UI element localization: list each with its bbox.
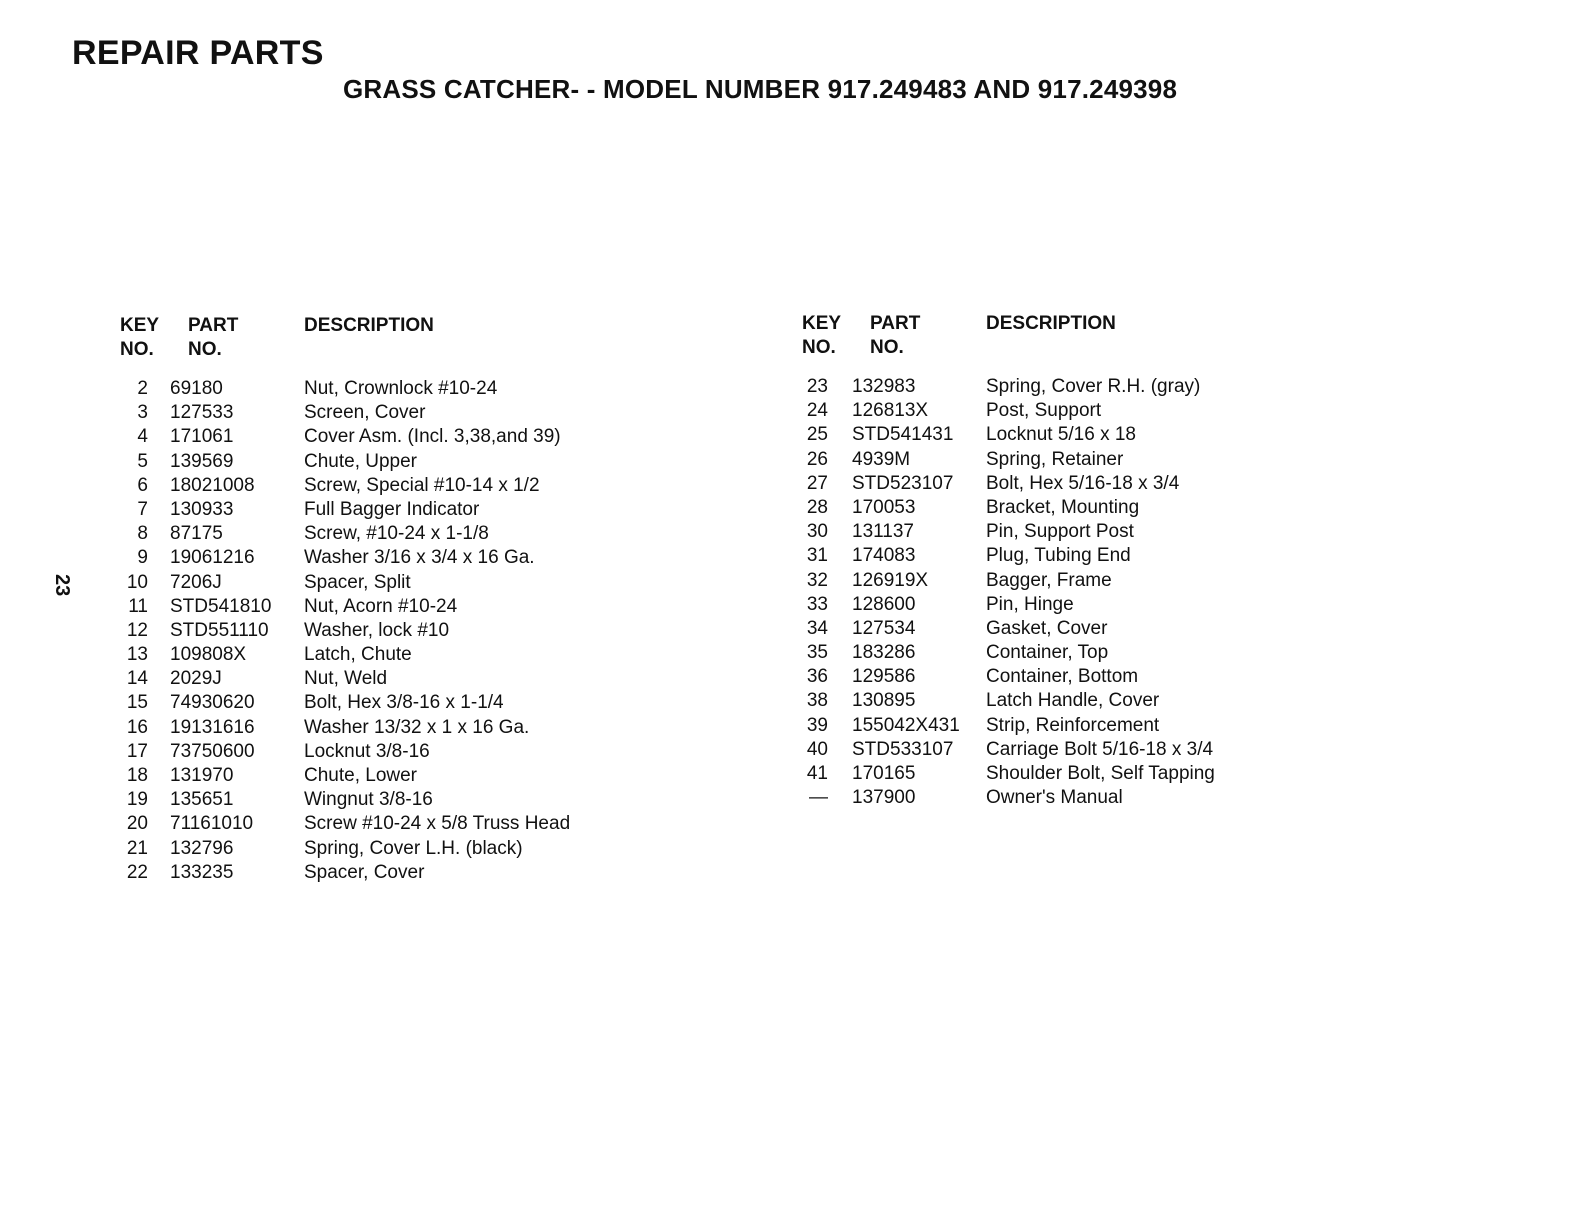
- description-cell: Plug, Tubing End: [986, 545, 1131, 567]
- header-part-no: NO.: [188, 339, 222, 360]
- description-cell: Nut, Acorn #10-24: [304, 595, 458, 617]
- header-key: KEY: [120, 315, 160, 336]
- part-no-cell: 132983: [852, 376, 916, 397]
- part-no-cell: 128600: [852, 593, 916, 615]
- key-no-cell: 36: [806, 666, 828, 688]
- description-cell: Pin, Support Post: [986, 521, 1134, 543]
- key-no-cell: 35: [806, 642, 828, 664]
- description-cell: Screw, Special #10-14 x 1/2: [304, 474, 540, 496]
- part-no-cell: 132796: [170, 837, 234, 859]
- key-no-cell: 14: [126, 668, 148, 690]
- key-no-cell: 33: [806, 593, 828, 615]
- description-cell: Latch, Chute: [304, 644, 412, 666]
- key-no-cell: 8: [137, 523, 148, 545]
- key-no-cell: 12: [126, 619, 148, 641]
- key-no-cell: 30: [806, 521, 828, 543]
- key-no-cell: 19: [126, 789, 148, 811]
- key-no-cell: 11: [128, 595, 148, 617]
- description-cell: Bolt, Hex 5/16-18 x 3/4: [986, 472, 1180, 494]
- description-cell: Cover Asm. (Incl. 3,38,and 39): [304, 426, 561, 448]
- description-cell: Spacer, Split: [304, 571, 411, 593]
- key-no-cell: 38: [806, 690, 828, 712]
- description-cell: Screw #10-24 x 5/8 Truss Head: [304, 813, 571, 835]
- part-no-cell: 131137: [852, 521, 914, 543]
- description-cell: Chute, Upper: [304, 450, 418, 472]
- description-cell: Post, Support: [986, 400, 1102, 422]
- description-cell: Owner's Manual: [986, 787, 1123, 809]
- part-no-cell: 4939M: [852, 448, 911, 470]
- part-no-cell: 69180: [170, 378, 223, 399]
- header-key-no: NO.: [802, 337, 836, 358]
- part-no-cell: 155042X431: [852, 714, 960, 736]
- header-description: DESCRIPTION: [986, 313, 1116, 334]
- part-no-cell: 126813X: [852, 400, 929, 422]
- part-no-cell: 139569: [170, 450, 234, 472]
- description-cell: Nut, Crownlock #10-24: [304, 378, 498, 399]
- header-part: PART: [188, 315, 239, 336]
- key-no-cell: 3: [137, 402, 148, 424]
- part-no-cell: 174083: [852, 545, 916, 567]
- part-no-cell: 183286: [852, 642, 916, 664]
- part-no-cell: STD533107: [852, 738, 954, 760]
- key-no-cell: 22: [126, 861, 148, 883]
- part-no-cell: 170053: [852, 496, 916, 518]
- key-no-cell: 41: [806, 763, 828, 784]
- key-no-cell: 10: [126, 571, 148, 593]
- part-no-cell: 127534: [852, 617, 916, 639]
- header-key-no: NO.: [120, 339, 154, 360]
- description-cell: Washer 13/32 x 1 x 16 Ga.: [304, 716, 530, 738]
- part-no-cell: STD541431: [852, 424, 954, 446]
- key-no-cell: 5: [137, 450, 148, 472]
- part-no-cell: 130895: [852, 690, 916, 712]
- part-no-cell: 18021008: [170, 474, 255, 496]
- description-cell: Container, Top: [986, 642, 1109, 664]
- description-cell: Chute, Lower: [304, 765, 418, 786]
- description-cell: Nut, Weld: [304, 668, 388, 690]
- part-no-cell: 73750600: [170, 740, 255, 762]
- key-no-cell: 25: [806, 424, 828, 446]
- key-no-cell: 16: [126, 716, 148, 738]
- part-no-cell: 19131616: [170, 716, 255, 738]
- part-no-cell: 131970: [170, 765, 234, 786]
- key-no-cell: 2: [137, 378, 148, 399]
- part-no-cell: 170165: [852, 763, 916, 784]
- part-no-cell: 87175: [170, 523, 223, 545]
- key-no-cell: 28: [806, 496, 828, 518]
- part-no-cell: 133235: [170, 861, 234, 883]
- description-cell: Carriage Bolt 5/16-18 x 3/4: [986, 738, 1214, 760]
- description-cell: Strip, Reinforcement: [986, 714, 1160, 736]
- description-cell: Full Bagger Indicator: [304, 498, 480, 520]
- description-cell: Gasket, Cover: [986, 617, 1108, 639]
- description-cell: Bagger, Frame: [986, 569, 1112, 591]
- key-no-cell: 6: [137, 474, 148, 496]
- description-cell: Wingnut 3/8-16: [304, 789, 433, 811]
- part-no-cell: 126919X: [852, 569, 929, 591]
- key-no-cell: 17: [126, 740, 148, 762]
- key-no-cell: 34: [806, 617, 828, 639]
- part-no-cell: 137900: [852, 787, 916, 809]
- header-part-no: NO.: [870, 337, 904, 358]
- key-no-cell: 18: [126, 765, 148, 786]
- part-no-cell: 171061: [170, 426, 234, 448]
- description-cell: Screw, #10-24 x 1-1/8: [304, 523, 489, 545]
- part-no-cell: 109808X: [170, 644, 247, 666]
- description-cell: Spring, Retainer: [986, 448, 1124, 470]
- description-cell: Pin, Hinge: [986, 593, 1074, 615]
- description-cell: Spring, Cover R.H. (gray): [986, 376, 1201, 397]
- part-no-cell: STD523107: [852, 472, 954, 494]
- key-no-cell: 24: [806, 400, 828, 422]
- key-no-cell: 39: [806, 714, 828, 736]
- part-no-cell: 130933: [170, 498, 234, 520]
- part-no-cell: 7206J: [170, 571, 222, 593]
- description-cell: Spacer, Cover: [304, 861, 425, 883]
- description-cell: Container, Bottom: [986, 666, 1139, 688]
- description-cell: Locknut 5/16 x 18: [986, 424, 1136, 446]
- key-no-cell: 31: [806, 545, 828, 567]
- header-description: DESCRIPTION: [304, 315, 434, 336]
- description-cell: Bracket, Mounting: [986, 496, 1140, 518]
- part-no-cell: 74930620: [170, 692, 255, 714]
- key-no-cell: 20: [126, 813, 148, 835]
- key-no-cell: 15: [126, 692, 148, 714]
- part-no-cell: 127533: [170, 402, 234, 424]
- part-no-cell: STD541810: [170, 595, 272, 617]
- key-no-cell: —: [809, 787, 828, 809]
- key-no-cell: 23: [806, 376, 828, 397]
- key-no-cell: 32: [806, 569, 828, 591]
- key-no-cell: 7: [137, 498, 148, 520]
- part-no-cell: 71161010: [170, 813, 254, 835]
- page-subtitle: GRASS CATCHER- - MODEL NUMBER 917.249483 AND 917.249398: [343, 74, 1178, 104]
- description-cell: Screen, Cover: [304, 402, 426, 424]
- key-no-cell: 21: [126, 837, 148, 859]
- key-no-cell: 4: [137, 426, 148, 448]
- description-cell: Bolt, Hex 3/8-16 x 1-1/4: [304, 692, 504, 714]
- description-cell: Latch Handle, Cover: [986, 690, 1160, 712]
- description-cell: Shoulder Bolt, Self Tapping: [986, 763, 1215, 784]
- part-no-cell: 135651: [170, 789, 234, 811]
- part-no-cell: 19061216: [170, 547, 255, 569]
- key-no-cell: 13: [126, 644, 148, 666]
- key-no-cell: 9: [137, 547, 148, 569]
- description-cell: Locknut 3/8-16: [304, 740, 430, 762]
- description-cell: Washer, lock #10: [304, 619, 450, 641]
- key-no-cell: 27: [806, 472, 828, 494]
- header-part: PART: [870, 313, 921, 334]
- key-no-cell: 26: [806, 448, 828, 470]
- description-cell: Spring, Cover L.H. (black): [304, 837, 523, 859]
- part-no-cell: STD551110: [170, 619, 269, 641]
- part-no-cell: 129586: [852, 666, 916, 688]
- header-key: KEY: [802, 313, 842, 334]
- page-title: REPAIR PARTS: [72, 34, 324, 72]
- part-no-cell: 2029J: [170, 668, 222, 690]
- description-cell: Washer 3/16 x 3/4 x 16 Ga.: [304, 547, 535, 569]
- page-number: 23: [51, 574, 73, 597]
- key-no-cell: 40: [806, 738, 828, 760]
